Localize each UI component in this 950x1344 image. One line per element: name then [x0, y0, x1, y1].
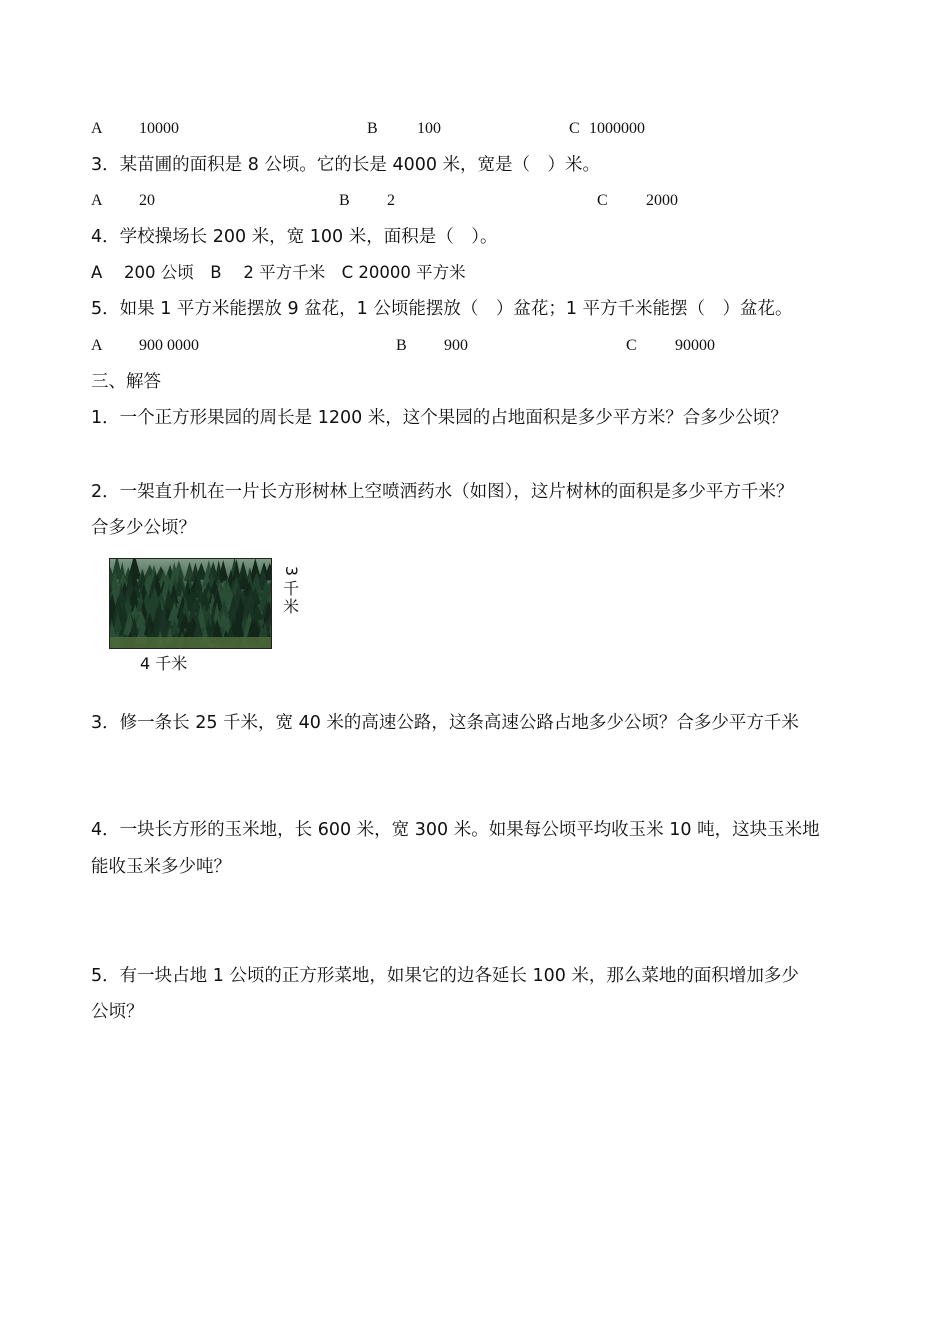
q5-option-b-value: 900	[444, 337, 468, 354]
section-title: 三、解答	[91, 372, 161, 392]
forest-illustration	[110, 559, 271, 648]
q5-option-c-value: 90000	[675, 337, 715, 354]
question-3: 3．某苗圃的面积是 8 公顷。它的长是 4000 米，宽是（ ）米。	[91, 155, 601, 175]
q3-option-a-letter: A	[91, 192, 103, 209]
q5-option-b-letter: B	[396, 337, 407, 354]
forest-photo	[109, 558, 272, 649]
q4-options: A 200 公顷 B 2 平方千米 C 20000 平方米	[91, 263, 466, 282]
q5-option-c-letter: C	[626, 337, 637, 354]
q3-option-c-value: 2000	[646, 192, 678, 209]
q3-option-c-letter: C	[597, 192, 608, 209]
q2-option-c-letter: C	[569, 120, 580, 137]
question-4: 4．学校操场长 200 米，宽 100 米，面积是（ ）。	[91, 227, 498, 247]
problem-1: 1．一个正方形果园的周长是 1200 米，这个果园的占地面积是多少平方米？合多少公顷？	[91, 408, 788, 428]
forest-width-label: 4 千米	[140, 654, 188, 673]
problem-5-line-2: 公顷？	[91, 1002, 144, 1022]
problem-2-line-2: 合多少公顷？	[91, 518, 196, 538]
height-number: 3	[282, 565, 301, 577]
q2-option-a-letter: A	[91, 120, 103, 137]
forest-height-label	[281, 562, 301, 616]
q2-option-c-value: 1000000	[589, 120, 645, 137]
q2-option-b-letter: B	[367, 120, 378, 137]
problem-3: 3．修一条长 25 千米，宽 40 米的高速公路，这条高速公路占地多少公顷？合多少平方千米	[91, 713, 799, 733]
q5-option-a-letter: A	[91, 337, 103, 354]
q2-option-b-value: 100	[417, 120, 441, 137]
problem-4-line-1: 4．一块长方形的玉米地，长 600 米，宽 300 米。如果每公顷平均收玉米 10 吨，这块玉米地	[91, 820, 820, 840]
problem-4-line-2: 能收玉米多少吨？	[91, 857, 231, 877]
q2-option-a-value: 10000	[139, 120, 179, 137]
question-5: 5．如果 1 平方米能摆放 9 盆花，1 公顷能摆放（ ）盆花；1 平方千米能摆（ ）盆花。	[91, 299, 793, 319]
problem-2-line-1: 2．一架直升机在一片长方形树林上空喷洒药水（如图），这片树林的面积是多少平方千米？	[91, 482, 794, 502]
height-unit-1: 千	[282, 579, 299, 598]
q3-option-b-letter: B	[339, 192, 350, 209]
height-unit-2: 米	[282, 597, 299, 616]
q3-option-a-value: 20	[139, 192, 155, 209]
q3-option-b-value: 2	[387, 192, 395, 209]
problem-5-line-1: 5．有一块占地 1 公顷的正方形菜地，如果它的边各延长 100 米，那么菜地的面积增加多少	[91, 966, 799, 986]
q5-option-a-value: 900 0000	[139, 337, 199, 354]
